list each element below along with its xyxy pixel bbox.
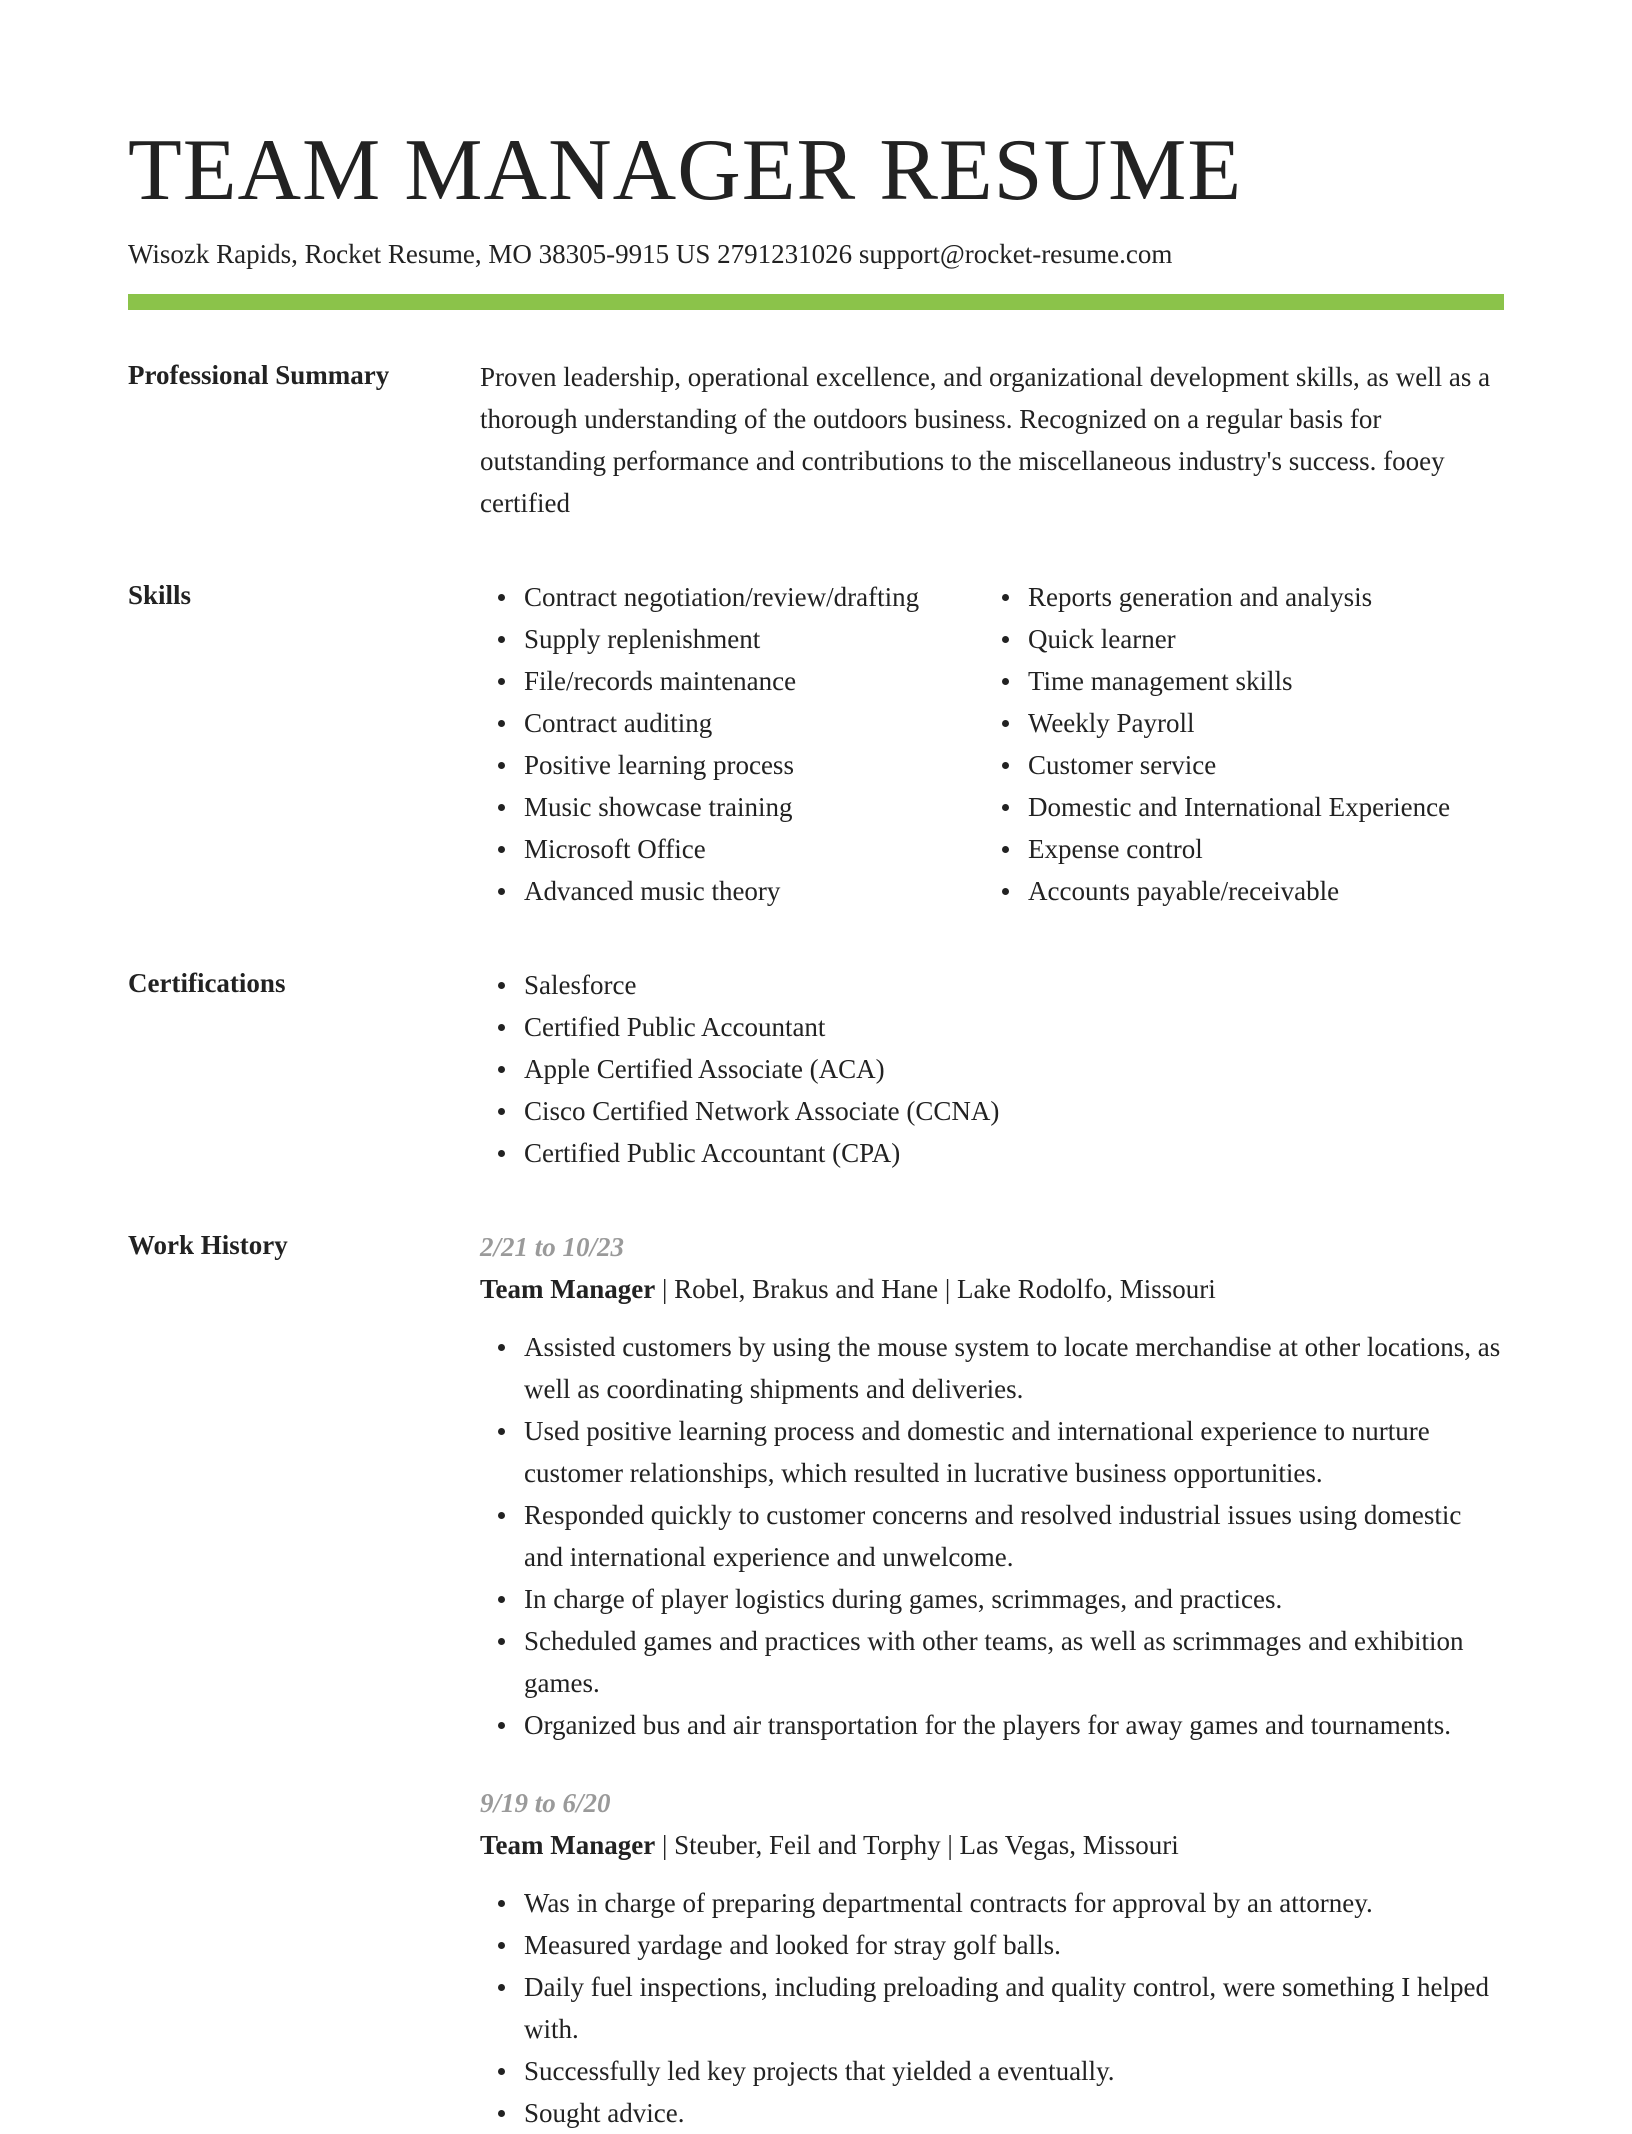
resume-page bbox=[128, 0, 1504, 2134]
work-history-section bbox=[128, 1226, 1504, 2134]
summary-section bbox=[128, 356, 1504, 524]
job-dates: 9/19 to 6/20 bbox=[480, 1788, 611, 1818]
job-title: Team Manager bbox=[480, 1830, 656, 1860]
skill-item: File/records maintenance bbox=[524, 660, 984, 702]
skill-item: Expense control bbox=[1028, 828, 1450, 870]
job-bullet: Was in charge of preparing departmental contracts for approval by an attorney. bbox=[524, 1882, 1504, 1924]
job-title-line bbox=[480, 1268, 1504, 1310]
certifications-section bbox=[128, 964, 1504, 1174]
job-bullet: In charge of player logistics during games, scrimmages, and practices. bbox=[524, 1578, 1504, 1620]
job-bullet: Used positive learning process and domestic and international experience to nurture customer relationships, which resulted in lucrative business opportunities. bbox=[524, 1410, 1504, 1494]
certifications-list bbox=[480, 964, 1504, 1174]
contact-line: Wisozk Rapids, Rocket Resume, MO 38305-9915 US 2791231026 support@rocket-resume.com bbox=[128, 239, 1173, 269]
job-title: Team Manager bbox=[480, 1274, 656, 1304]
skills-list-right bbox=[984, 576, 1450, 912]
skill-item: Time management skills bbox=[1028, 660, 1450, 702]
skill-item: Music showcase training bbox=[524, 786, 984, 828]
skill-item: Contract auditing bbox=[524, 702, 984, 744]
job-bullet: Sought advice. bbox=[524, 2092, 1504, 2134]
skills-heading: Skills bbox=[128, 580, 192, 610]
skills-section bbox=[128, 576, 1504, 912]
header-divider bbox=[128, 294, 1504, 310]
job-bullets bbox=[480, 1326, 1504, 1746]
job-bullet: Successfully led key projects that yielded a eventually. bbox=[524, 2050, 1504, 2092]
skill-item: Accounts payable/receivable bbox=[1028, 870, 1450, 912]
skill-item: Positive learning process bbox=[524, 744, 984, 786]
job-bullet: Organized bus and air transportation for the players for away games and tournaments. bbox=[524, 1704, 1504, 1746]
job-bullet: Measured yardage and looked for stray golf balls. bbox=[524, 1924, 1504, 1966]
certifications-heading: Certifications bbox=[128, 968, 286, 998]
skill-item: Supply replenishment bbox=[524, 618, 984, 660]
job-employer: | Robel, Brakus and Hane | Lake Rodolfo, Missouri bbox=[655, 1274, 1216, 1304]
job-bullet: Scheduled games and practices with other teams, as well as scrimmages and exhibition games. bbox=[524, 1620, 1504, 1704]
skills-list-left bbox=[480, 576, 984, 912]
summary-text: Proven leadership, operational excellence, and organizational development skills, as well as a thorough understanding of the outdoors business. Recognized on a regular basis for outstanding performance and contributions to the miscellaneous industry's success. fooey certified bbox=[480, 362, 1491, 518]
skill-item: Contract negotiation/review/drafting bbox=[524, 576, 984, 618]
certification-item: Salesforce bbox=[524, 964, 1504, 1006]
resume-title: TEAM MANAGER RESUME bbox=[128, 122, 1243, 219]
skill-item: Domestic and International Experience bbox=[1028, 786, 1450, 828]
summary-heading: Professional Summary bbox=[128, 360, 390, 390]
job-employer: | Steuber, Feil and Torphy | Las Vegas, Missouri bbox=[655, 1830, 1179, 1860]
certification-item: Certified Public Accountant bbox=[524, 1006, 1504, 1048]
skill-item: Advanced music theory bbox=[524, 870, 984, 912]
certification-item: Apple Certified Associate (ACA) bbox=[524, 1048, 1504, 1090]
skill-item: Quick learner bbox=[1028, 618, 1450, 660]
skill-item: Weekly Payroll bbox=[1028, 702, 1450, 744]
job-bullets bbox=[480, 1882, 1504, 2134]
job-title-line bbox=[480, 1824, 1504, 1866]
certification-item: Certified Public Accountant (CPA) bbox=[524, 1132, 1504, 1174]
job-bullet: Daily fuel inspections, including preloading and quality control, were something I helped with. bbox=[524, 1966, 1504, 2050]
job-entry bbox=[480, 1226, 1504, 1746]
job-entry bbox=[480, 1782, 1504, 2134]
skill-item: Reports generation and analysis bbox=[1028, 576, 1450, 618]
work-history-heading: Work History bbox=[128, 1230, 288, 1260]
job-dates: 2/21 to 10/23 bbox=[480, 1232, 625, 1262]
certification-item: Cisco Certified Network Associate (CCNA) bbox=[524, 1090, 1504, 1132]
skill-item: Customer service bbox=[1028, 744, 1450, 786]
skill-item: Microsoft Office bbox=[524, 828, 984, 870]
job-bullet: Assisted customers by using the mouse system to locate merchandise at other locations, as well as coordinating shipments and deliveries. bbox=[524, 1326, 1504, 1410]
job-bullet: Responded quickly to customer concerns and resolved industrial issues using domestic and international experience and unwelcome. bbox=[524, 1494, 1504, 1578]
